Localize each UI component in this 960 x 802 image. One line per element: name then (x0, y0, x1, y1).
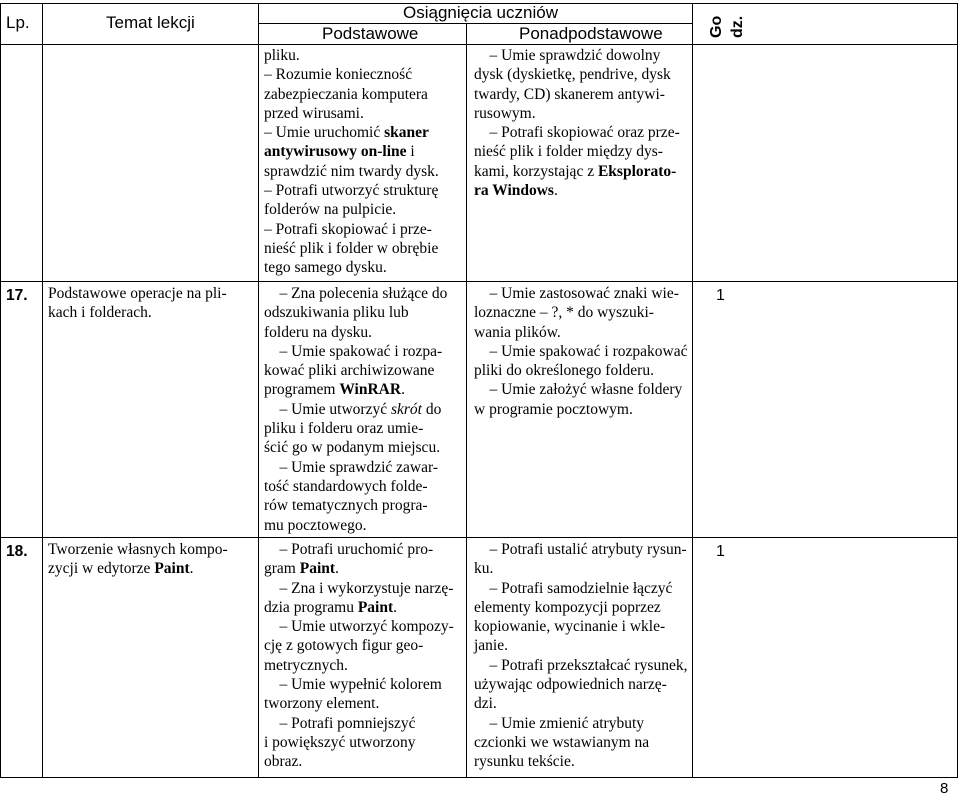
row18-godz: 1 (716, 543, 725, 560)
list-item: – Umie sprawdzić dowolny dysk (dyskietkę, pendrive, dysk twardy, CD) skanerem antywi- rusowym. (474, 47, 671, 122)
list-item: – Umie spakować i rozpa- kować pliki archiwizowane programem WinRAR. (264, 342, 443, 399)
list-item: – Rozumie konieczność zabezpieczania komputera przed wirusami. (264, 66, 428, 122)
col-border-ponad (692, 3, 693, 778)
row18-ponad-cell (474, 540, 690, 772)
header-osiagniecia: Osiągnięcia uczniów (403, 3, 558, 22)
header-podstawowe: Podstawowe (322, 24, 419, 43)
list-item: – Potrafi utworzyć strukturę folderów na pulpicie. (264, 182, 439, 219)
list-item: – Potrafi pomniejszyć i powiększyć utworzony obraz. (264, 714, 416, 771)
cont-ponad-cell (474, 46, 690, 200)
header-godz-2: dz. (729, 15, 746, 38)
row17-lp: 17. (6, 287, 28, 304)
list-item: – Umie sprawdzić zawar- tość standardowych folde- rów tematycznych progra- mu pocztowego. (264, 458, 438, 534)
list-item: – Zna polecenia służące do odszukiwania pliku lub folderu na dysku. (264, 285, 448, 341)
list-item: – Umie zastosować znaki wie- loznaczne – ?, * do wyszuki- wania plików. (474, 285, 679, 341)
list-item: – Zna i wykorzystuje narzę- dzia programu Paint. (264, 579, 454, 616)
header-temat: Temat lekcji (106, 13, 195, 32)
list-item: – Umie spakować i rozpakować pliki do określonego folderu. (474, 342, 688, 380)
header-bottom (0, 44, 957, 45)
col-border-lp (42, 3, 43, 778)
list-item: – Potrafi uruchomić pro- gram Paint. (264, 541, 434, 578)
list-item: – Umie utworzyć skrót do pliku i folderu oraz umie- ścić go w podanym miejscu. (264, 400, 442, 457)
list-item: – Umie zmienić atrybuty czcionki we wstawianym na rysunku tekście. (474, 714, 650, 771)
col-border-right (957, 3, 958, 778)
table-border-bottom (0, 777, 957, 778)
list-item: – Potrafi samodzielnie łączyć elementy kompozycji poprzez kopiowanie, wycinanie i wkle- janie. (474, 579, 673, 655)
list-item: pliku. (264, 47, 300, 64)
row-divider-18 (0, 537, 957, 538)
row-divider-17 (0, 281, 957, 282)
cont-podstawowe-cell (264, 46, 464, 278)
list-item: – Umie wypełnić kolorem tworzony element. (264, 676, 442, 713)
page-number: 8 (940, 780, 949, 797)
list-item: – Potrafi skopiować i prze- nieść plik i folder w obrębie tego samego dysku. (264, 220, 439, 277)
row18-podstawowe-cell (264, 540, 464, 772)
col-border-temat (258, 3, 259, 778)
row18-temat: Tworzenie własnych kompo- zycji w edytorze Paint. (48, 541, 228, 578)
list-item: – Umie założyć własne foldery w programie pocztowym. (474, 381, 683, 418)
list-item: – Potrafi przekształcać rysunek, używając odpowiednich narzę- dzi. (474, 656, 688, 713)
header-lp: Lp. (6, 13, 30, 32)
list-item: – Umie uruchomić skaner antywirusowy on-line i sprawdzić nim twardy dysk. (264, 124, 439, 180)
header-godz-1: Go (708, 15, 725, 38)
header-ponadpodstawowe: Ponadpodstawowe (519, 24, 663, 43)
col-border-podst (466, 23, 467, 778)
row17-ponad-cell (474, 284, 690, 419)
col-border-left (0, 3, 1, 778)
row17-godz: 1 (716, 287, 725, 304)
row17-temat: Podstawowe operacje na pli- kach i folderach. (48, 285, 227, 322)
row17-podstawowe-cell (264, 284, 464, 535)
list-item: – Potrafi ustalić atrybuty rysun- ku. (474, 541, 687, 578)
list-item: – Umie utworzyć kompozy- cję z gotowych figur geo- metrycznych. (264, 618, 454, 674)
row18-lp: 18. (6, 543, 28, 560)
list-item: – Potrafi skopiować oraz prze- nieść plik i folder między dys- kami, korzystając z Eksplorato- ra Windows. (474, 124, 680, 200)
